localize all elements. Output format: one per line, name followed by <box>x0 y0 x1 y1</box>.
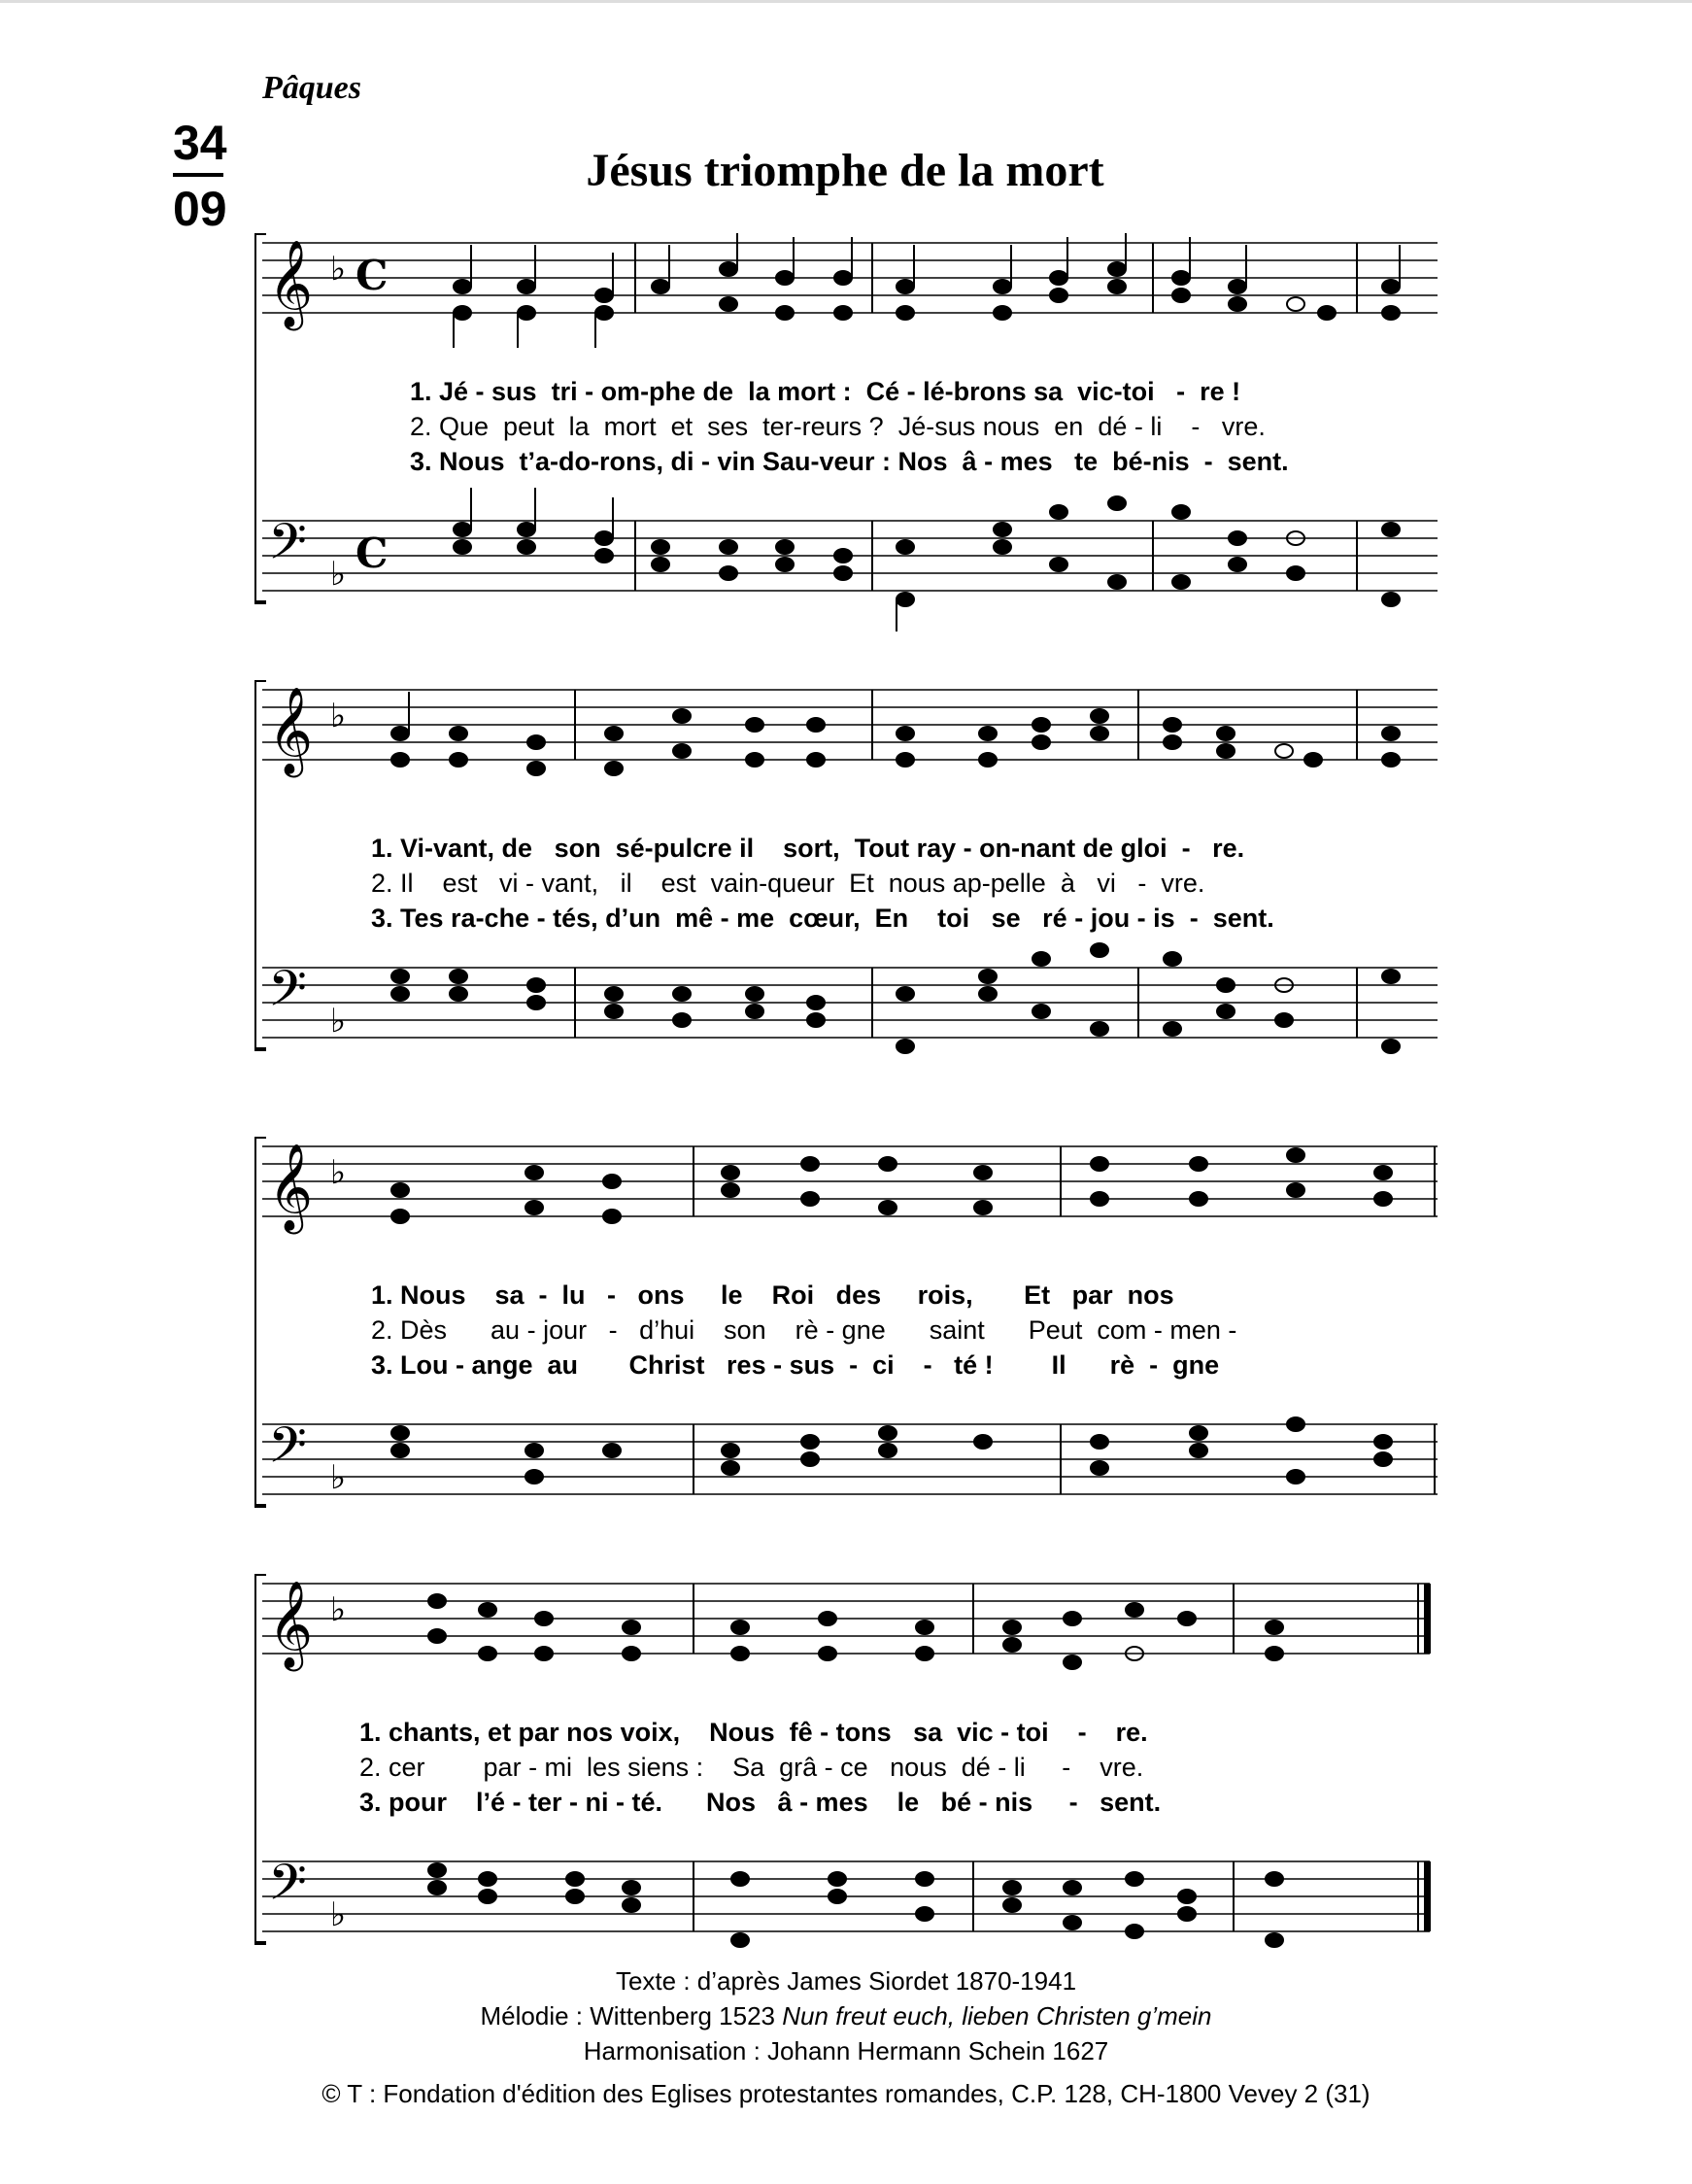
music-system-1 <box>254 233 1439 631</box>
hymn-number <box>173 115 227 237</box>
lyric-verse-3: 3. Tes ra-che - tés, d’un mê - me cœur, En toi se ré - jou - is - sent. <box>371 904 1274 933</box>
svg-text:𝄢: 𝄢 <box>268 1416 307 1486</box>
svg-text:♭: ♭ <box>330 1002 347 1041</box>
section-label: Pâques <box>262 70 361 106</box>
copyright-notice: © T : Fondation d'édition des Eglises protestantes romandes, C.P. 128, CH-1800 Vevey 2 (31) <box>321 2079 1371 2108</box>
svg-text:𝄞: 𝄞 <box>268 1581 314 1668</box>
svg-text:♭: ♭ <box>330 1153 347 1192</box>
lyric-verse-2: 2. Que peut la mort et ses ter-reurs ? Jé-sus nous en dé - li - vre. <box>410 412 1266 441</box>
svg-text:♭: ♭ <box>330 250 347 289</box>
hymn-title: Jésus triomphe de la mort <box>586 145 1104 196</box>
bass-notes <box>454 488 1400 631</box>
svg-text:♭: ♭ <box>330 1895 347 1934</box>
lyric-verse-2: 2. Il est vi - vant, il est vain-queur Et nous ap-pelle à vi - vre. <box>371 869 1205 898</box>
lyric-verse-1: 1. Jé - sus tri - om-phe de la mort : Cé - lé-brons sa vic-toi - re ! <box>410 377 1241 406</box>
svg-text:♭: ♭ <box>330 1590 347 1629</box>
svg-text:𝄢: 𝄢 <box>268 512 307 583</box>
svg-text:C: C <box>355 529 389 577</box>
treble-notes <box>359 233 1400 348</box>
lyric-verse-3: 3. Nous t’a-do-rons, di - vin Sau-veur : Nos â - mes te bé-nis - sent. <box>410 447 1289 476</box>
svg-text:♭: ♭ <box>330 697 347 735</box>
lyric-verse-1: 1. chants, et par nos voix, Nous fê - tons sa vic - toi - re. <box>359 1718 1148 1747</box>
top-border <box>0 0 1692 3</box>
credit-melodie <box>0 2001 1692 2031</box>
credit-melodie-source: Mélodie : Wittenberg 1523 <box>480 2001 776 2030</box>
credit-texte: Texte : d’après James Siordet 1870-1941 <box>615 1966 1077 1996</box>
music-system-4 <box>254 1574 1439 1972</box>
lyric-verse-2: 2. Dès au - jour - d’hui son rè - gne saint Peut com - men - <box>371 1315 1237 1345</box>
music-system-2 <box>254 680 1439 1078</box>
svg-text:𝄞: 𝄞 <box>268 1143 314 1231</box>
lyric-verse-3: 3. pour l’é - ter - ni - té. Nos â - mes le bé - nis - sent. <box>359 1788 1162 1817</box>
music-system-3 <box>254 1137 1439 1525</box>
credit-melodie-title: Nun freut euch, lieben Christen g’mein <box>782 2001 1212 2030</box>
lyric-verse-1: 1. Nous sa - lu - ons le Roi des rois, Et par nos <box>371 1280 1174 1310</box>
credit-harmonisation: Harmonisation : Johann Hermann Schein 1627 <box>583 2036 1109 2065</box>
lyric-verse-3: 3. Lou - ange au Christ res - sus - ci - té ! Il rè - gne <box>371 1350 1220 1380</box>
svg-text:𝄞: 𝄞 <box>268 240 314 327</box>
hymn-number-divider <box>173 173 223 177</box>
lyric-verse-2: 2. cer par - mi les siens : Sa grâ - ce nous dé - li - vre. <box>359 1753 1144 1782</box>
svg-text:𝄢: 𝄢 <box>268 959 307 1030</box>
hymn-number-bottom: 09 <box>173 182 227 236</box>
svg-text:𝄢: 𝄢 <box>268 1853 307 1924</box>
lyric-verse-1: 1. Vi-vant, de son sé-pulcre il sort, Tout ray - on-nant de gloi - re. <box>371 834 1245 863</box>
svg-text:C: C <box>355 252 389 299</box>
svg-text:♭: ♭ <box>330 1458 347 1497</box>
hymn-number-top: 34 <box>173 116 227 170</box>
svg-text:♭: ♭ <box>330 555 347 594</box>
svg-text:𝄞: 𝄞 <box>268 687 314 774</box>
